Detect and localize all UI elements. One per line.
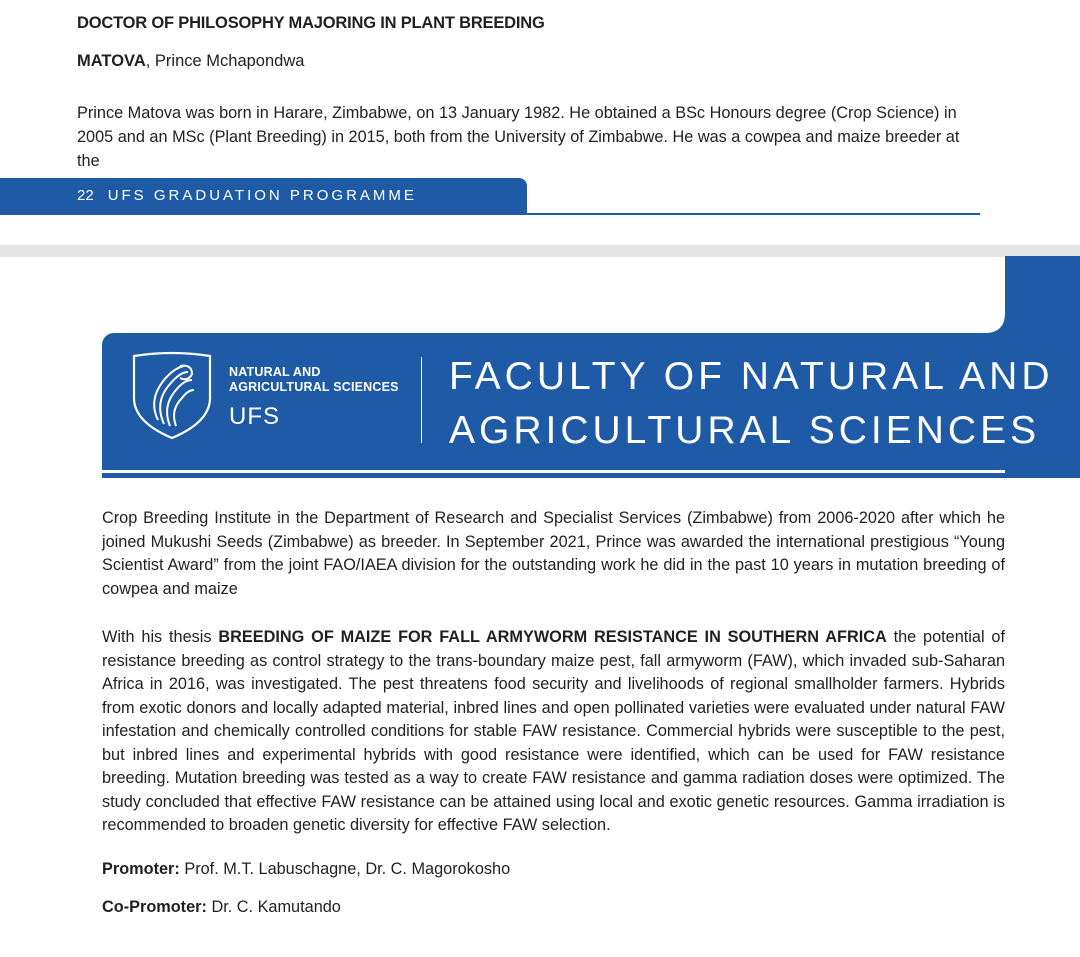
- logo-line-1: NATURAL AND: [229, 365, 321, 379]
- footer-rule: [527, 213, 980, 215]
- banner-divider: [421, 357, 422, 443]
- promoter-line: [102, 860, 510, 879]
- degree-heading: DOCTOR OF PHILOSOPHY MAJORING IN PLANT BREEDING: [77, 14, 545, 32]
- copromoter-line: [102, 898, 341, 917]
- faculty-title: [449, 350, 1053, 458]
- graduate-name: [77, 52, 304, 71]
- thesis-body: the potential of resistance breeding as control strategy to the trans-boundary maize pest, fall armyworm (FAW), which invaded sub-Saharan Africa in 2016, was investigated. The pest threatens food security and livelihoods of regional smallholder farmers. Hybrids from exotic donors and locally adapted material, inbred lines and open pollinated varieties were evaluated under natural FAW infestation and chemically controlled conditions for stable FAW resistance. Commercial hybrids were susceptible to the pest, but inbred lines and experimental hybrids with good resistance were identified, which can be used for FAW resistance breeding. Mutation breeding was tested as a way to create FAW resistance and gamma radiation doses were optimized. The study concluded that effective FAW resistance can be attained using local and exotic genetic resources. Gamma irradiation is recommended to broaden genetic diversity for effective FAW selection.: [102, 628, 1005, 834]
- page-number: 22: [77, 187, 94, 204]
- biography-paragraph: Crop Breeding Institute in the Department of Research and Specialist Services (Zimbabwe) from 2006-2020 after which he joined Mukushi Seeds (Zimbabwe) as breeder. In September 2021, Prince was awarded the international prestigious “Young Scientist Award” from the joint FAO/IAEA division for the outstanding work he did in the past 10 years in mutation breeding of cowpea and maize: [102, 509, 1005, 598]
- logo-ufs: UFS: [229, 403, 280, 430]
- faculty-title-line-1: FACULTY OF NATURAL AND: [449, 355, 1054, 398]
- logo-line-2: AGRICULTURAL SCIENCES: [229, 380, 399, 394]
- thesis-title: BREEDING OF MAIZE FOR FALL ARMYWORM RESISTANCE IN SOUTHERN AFRICA: [218, 628, 887, 646]
- promoter-label: Promoter:: [102, 860, 180, 878]
- page-footer: [77, 187, 417, 204]
- ufs-shield-logo-icon: [130, 350, 214, 442]
- faculty-title-line-2: AGRICULTURAL SCIENCES: [449, 409, 1041, 452]
- programme-name: UFS GRADUATION PROGRAMME: [107, 187, 417, 204]
- previous-page-region: [0, 0, 1080, 245]
- banner-underline: [102, 473, 1080, 478]
- graduate-given-names: , Prince Mchapondwa: [145, 52, 305, 70]
- logo-faculty-name: [229, 365, 399, 395]
- copromoter-value: Dr. C. Kamutando: [206, 898, 341, 916]
- graduate-surname: MATOVA: [77, 52, 146, 70]
- banner-corner: [985, 256, 1005, 333]
- promoter-value: Prof. M.T. Labuschagne, Dr. C. Magorokosho: [179, 860, 511, 878]
- thesis-intro: With his thesis: [102, 628, 219, 646]
- intro-paragraph: Prince Matova was born in Harare, Zimbabwe, on 13 January 1982. He obtained a BSc Honours degree (Crop Science) in 2005 and an MSc (Plant Breeding) in 2015, both from the University of Zimbabwe. He was a cowpea and maize breeder at the: [77, 104, 960, 170]
- page-separator: [0, 245, 1080, 257]
- thesis-paragraph: [102, 626, 1005, 838]
- copromoter-label: Co-Promoter:: [102, 898, 207, 916]
